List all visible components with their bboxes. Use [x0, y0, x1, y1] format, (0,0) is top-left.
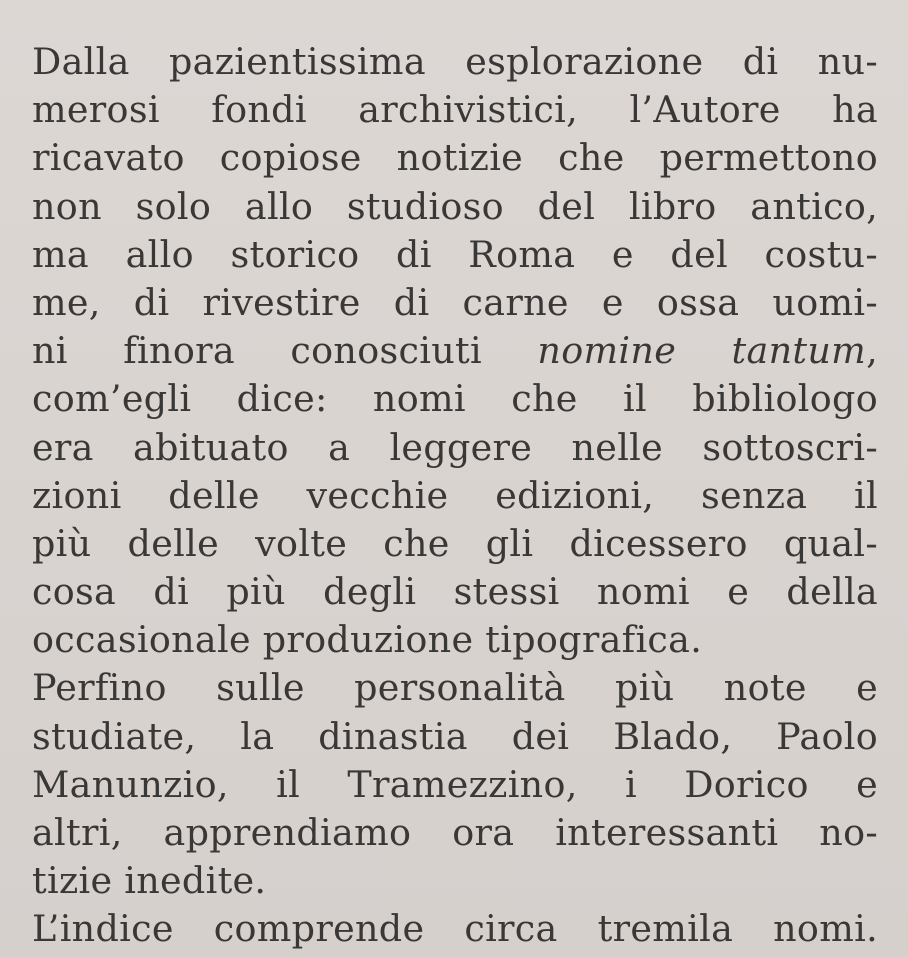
text-line: altri, apprendiamo ora interessanti no-: [32, 811, 878, 854]
text-line: tizie inedite.: [32, 859, 267, 903]
text-line: ricavato copiose notizie che permettono: [32, 136, 878, 180]
text-line: L’indice comprende circa tremila nomi.: [32, 907, 878, 951]
text-line: com’egli dice: nomi che il bibliologo: [32, 377, 878, 421]
text-line: studiate, la dinastia dei Blado, Paolo: [32, 714, 878, 758]
text-line: non solo allo studioso del libro antico,: [32, 184, 878, 228]
text-segment: ,: [866, 329, 878, 373]
text-line: zioni delle vecchie edizioni, senza il: [32, 473, 878, 517]
text-line: cosa di più degli stessi nomi e della: [32, 570, 878, 614]
body-text: [32, 38, 878, 954]
italic-phrase: nomine tantum: [537, 329, 867, 373]
text-line: Dalla pazientissima esplorazione di nu-: [32, 40, 878, 83]
text-line: più delle volte che gli dicessero qual-: [32, 521, 878, 565]
text-line: Perfino sulle personalità più note e: [32, 666, 878, 710]
text-segment: ni finora conosciuti: [32, 329, 538, 373]
text-line: Manunzio, il Tramezzino, i Dorico e: [32, 762, 878, 806]
text-line: era abituato a leggere nelle sottoscri-: [32, 425, 878, 469]
text-line: me, di rivestire di carne e ossa uomi-: [32, 280, 878, 324]
text-line: ma allo storico di Roma e del costu-: [32, 232, 878, 276]
text-line-with-italic: [32, 327, 878, 375]
text-line: merosi fondi archivistici, l’Autore ha: [32, 88, 878, 132]
text-line: occasionale produzione tipografica.: [32, 618, 703, 662]
